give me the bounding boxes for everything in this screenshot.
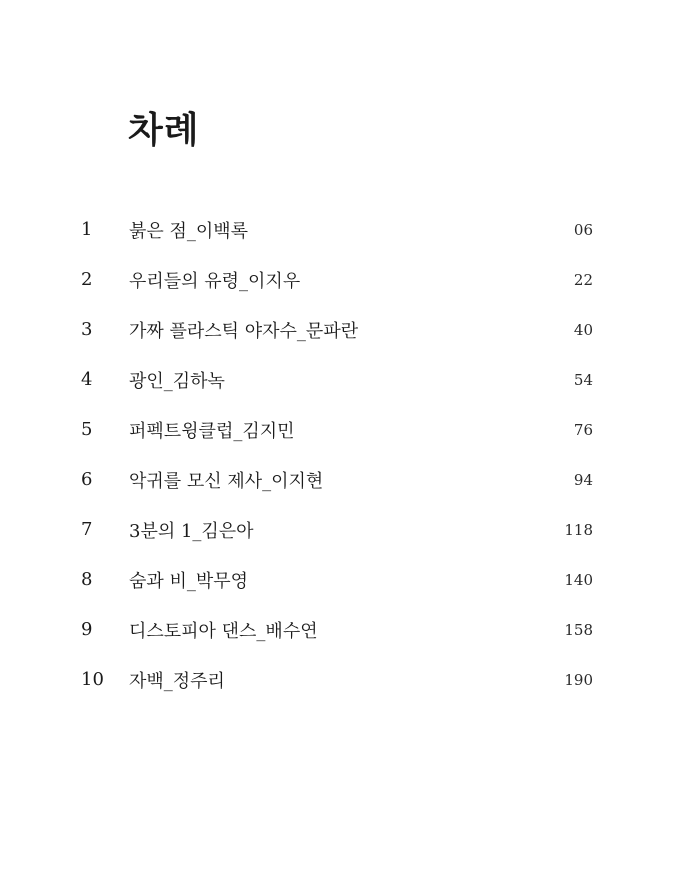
toc-page-number: 40: [573, 321, 593, 339]
toc-list: [0, 211, 686, 711]
toc-row: [0, 461, 686, 511]
toc-row: [0, 661, 686, 711]
toc-entry-title: 광인_김하녹: [129, 371, 225, 392]
toc-number: 1: [81, 219, 93, 240]
toc-entry-title: 3분의 1_김은아: [129, 521, 254, 542]
toc-entry-title: 자백_정주리: [129, 671, 225, 692]
toc-number: 5: [81, 419, 93, 440]
toc-number: 10: [81, 669, 104, 690]
toc-row: [0, 561, 686, 611]
toc-row: [0, 311, 686, 361]
toc-number: 2: [81, 269, 93, 290]
toc-page-number: 118: [564, 521, 593, 539]
toc-page-number: 76: [573, 421, 593, 439]
toc-number: 4: [81, 369, 93, 390]
toc-page-number: 22: [573, 271, 593, 289]
toc-page-number: 140: [564, 571, 593, 589]
toc-page-number: 190: [564, 671, 593, 689]
toc-entry-title: 숨과 비_박무영: [129, 571, 249, 592]
toc-page-number: 94: [573, 471, 593, 489]
toc-number: 7: [81, 519, 93, 540]
toc-row: [0, 261, 686, 311]
toc-entry-title: 가짜 플라스틱 야자수_문파란: [129, 321, 359, 342]
toc-entry-title: 악귀를 모신 제사_이지현: [129, 471, 324, 492]
toc-entry-title: 우리들의 유령_이지우: [129, 271, 301, 292]
toc-row: [0, 361, 686, 411]
toc-row: [0, 211, 686, 261]
toc-page-number: 06: [573, 221, 593, 239]
toc-row: [0, 411, 686, 461]
page-title: 차례: [128, 109, 200, 151]
toc-entry-title: 퍼펙트윙클럽_김지민: [129, 421, 295, 442]
toc-entry-title: 붉은 점_이백록: [129, 221, 249, 242]
toc-row: [0, 511, 686, 561]
toc-number: 6: [81, 469, 93, 490]
toc-row: [0, 611, 686, 661]
toc-number: 9: [81, 619, 93, 640]
toc-number: 3: [81, 319, 93, 340]
toc-page-number: 158: [564, 621, 593, 639]
toc-page-number: 54: [573, 371, 593, 389]
toc-number: 8: [81, 569, 93, 590]
toc-entry-title: 디스토피아 댄스_배수연: [129, 621, 318, 642]
